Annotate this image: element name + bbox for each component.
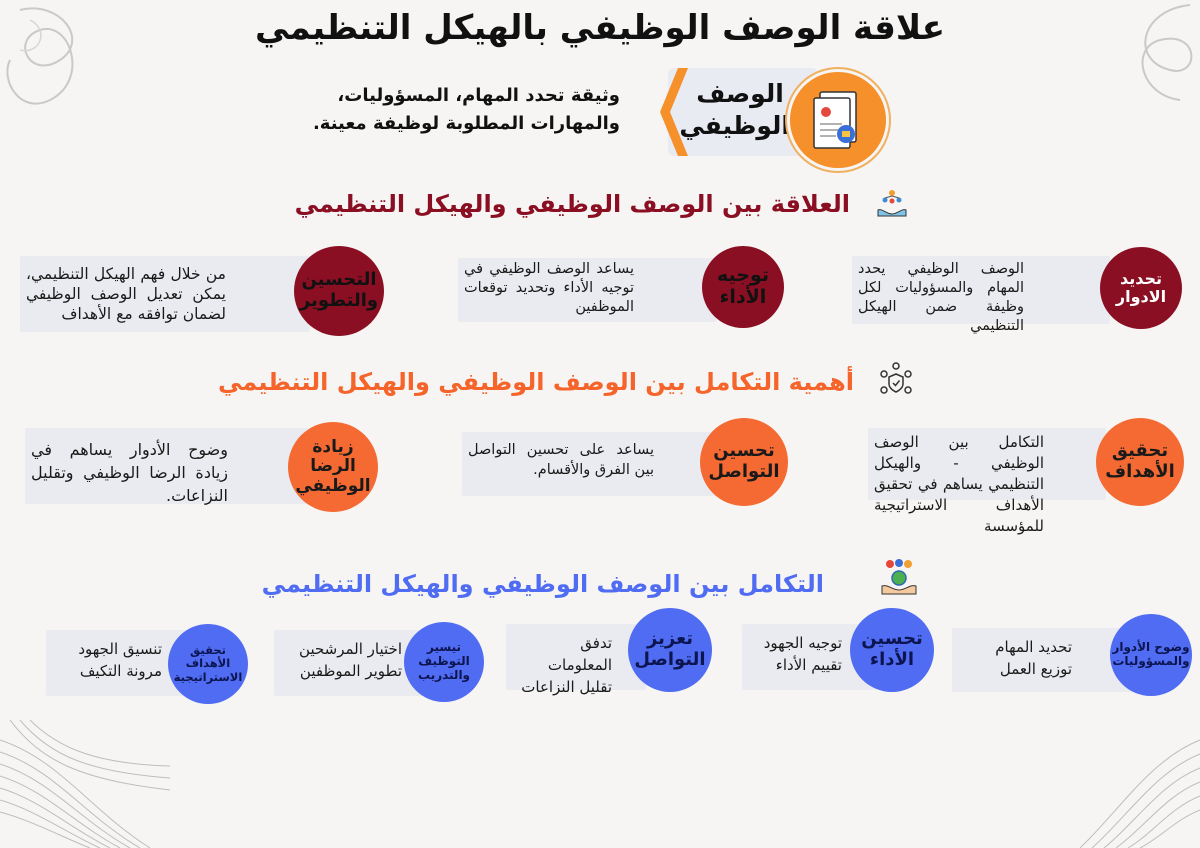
section3-card-5-line1: تنسيق الجهود [78, 640, 162, 658]
section2-card-3-text: وضوح الأدوار يساهم في زيادة الرضا الوظيفي وتقليل النزاعات. [31, 440, 228, 505]
organization-hands-icon [874, 186, 910, 222]
section3-circle-4: تيسير التوظيف والتدريب [404, 622, 484, 702]
section2-circle-3: زيادة الرضا الوظيفي [288, 422, 378, 512]
section3-card-4-line1: اختيار المرشحين [299, 640, 402, 658]
section2-circle-2: تحسين التواصل [700, 418, 788, 506]
section3-circle-2: تحسين الأداء [850, 608, 934, 692]
section3-circle-3: تعزيز التواصل [628, 608, 712, 692]
section1-card-3 [20, 256, 310, 332]
section3-card-1-line1: تحديد المهام [995, 638, 1072, 656]
section1-card-3-text: من خلال فهم الهيكل التنظيمي، يمكن تعديل الوصف الوظيفي لضمان توافقه مع الأهداف [26, 265, 226, 323]
decorative-lines-bottom-right [1060, 730, 1200, 848]
section2-card-3 [25, 428, 310, 504]
page-title: علاقة الوصف الوظيفي بالهيكل التنظيمي [255, 8, 945, 48]
section3-card-2-line1: توجيه الجهود [763, 634, 842, 652]
definition-label-line1: الوصف [696, 79, 784, 108]
section2-card-2-text: يساعد على تحسين التواصل بين الفرق والأقسام. [468, 442, 654, 478]
definition-text-line2: والمهارات المطلوبة لوظيفة معينة. [312, 113, 620, 134]
section1-heading: العلاقة بين الوصف الوظيفي والهيكل التنظيمي [294, 190, 850, 218]
definition-text [300, 82, 620, 138]
section1-circle-1: تحديد الادوار [1100, 247, 1182, 329]
section3-circle-1: وضوح الأدوار والمسؤوليات [1110, 614, 1192, 696]
section2-circle-1: تحقيق الأهداف [1096, 418, 1184, 506]
section3-card-2-line2: تقييم الأداء [775, 656, 842, 674]
section3-card-5-line2: مرونة التكيف [79, 662, 162, 680]
section2-card-1 [868, 428, 1106, 535]
definition-label-line2: الوظيفي [679, 111, 790, 140]
definition-text-line1: وثيقة تحدد المهام، المسؤوليات، [337, 85, 620, 106]
section3-card-1-line2: توزيع العمل [999, 660, 1072, 678]
section1-card-1 [852, 256, 1110, 334]
section3-card-3-line2: تقليل النزاعات [521, 678, 612, 696]
section3-card-3-line1: تدفق المعلومات [547, 634, 612, 674]
team-shield-icon [876, 360, 916, 400]
job-description-document-icon [790, 72, 886, 168]
section2-card-1-text: التكامل بين الوصف الوظيفي - والهيكل التنظيمي يساهم في تحقيق الأهداف الاستراتيجية للمؤسسة [874, 433, 1044, 535]
team-globe-hands-icon [878, 556, 920, 598]
section1-circle-2: توجيه الأداء [702, 246, 784, 328]
section1-card-2 [458, 258, 716, 322]
section2-card-2 [462, 432, 726, 496]
section3-card-3 [506, 624, 646, 696]
section1-circle-3: التحسين والتطوير [294, 246, 384, 336]
definition-label [679, 78, 790, 142]
decorative-lines-bottom-left [0, 720, 170, 848]
section3-heading: التكامل بين الوصف الوظيفي والهيكل التنظيمي [261, 570, 824, 598]
section1-card-1-text: الوصف الوظيفي يحدد المهام والمسؤوليات لكل وظيفة ضمن الهيكل التنظيمي [858, 261, 1024, 334]
section3-circle-5: تحقيق الأهداف الاستراتيجية [168, 624, 248, 704]
section3-card-4-line2: تطوير الموظفين [299, 662, 402, 680]
job-description-badge [790, 72, 886, 168]
section3-card-1 [952, 628, 1134, 692]
section1-card-2-text: يساعد الوصف الوظيفي في توجيه الأداء وتحديد توقعات الموظفين [464, 261, 634, 315]
section2-heading: أهمية التكامل بين الوصف الوظيفي والهيكل التنظيمي [218, 368, 854, 396]
